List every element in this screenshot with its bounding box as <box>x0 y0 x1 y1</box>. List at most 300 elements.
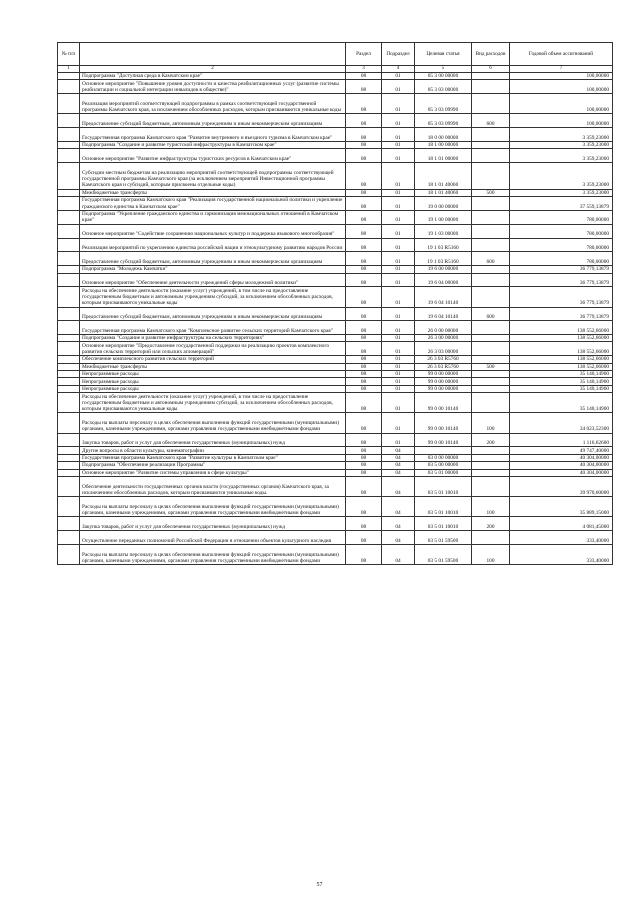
row-razdel-cell: 08 <box>346 517 382 531</box>
row-amount-cell: 36 779,13879 <box>510 307 613 321</box>
row-vid-cell: 100 <box>472 497 510 517</box>
row-razdel-cell: 08 <box>346 497 382 517</box>
row-target-cell: 26 0 00 00000 <box>415 321 472 335</box>
row-amount-cell: 780,00000 <box>510 210 613 224</box>
column-number-row <box>58 66 613 73</box>
row-podrazdel-cell: 01 <box>382 224 415 238</box>
row-razdel-cell: 08 <box>346 378 382 385</box>
row-target-cell: 18 1 01 40060 <box>415 163 472 190</box>
row-name-cell: Подпрограмма "Доступная среда в Камчатском крае" <box>80 73 346 80</box>
row-amount-cell: 34 023,52300 <box>510 413 613 433</box>
table-row <box>58 321 613 335</box>
row-num-cell <box>58 210 80 224</box>
row-target-cell: 19 0 00 00000 <box>415 197 472 211</box>
table-row <box>58 378 613 385</box>
row-razdel-cell: 08 <box>346 149 382 163</box>
row-name-cell: Расходы на выплаты персоналу в целях обеспечения выполнения функций государственными (муниципальными) органами, казенными учреждениями, органами управления государственными внебюджетными фондами <box>80 413 346 433</box>
row-razdel-cell: 08 <box>346 128 382 142</box>
row-razdel-cell: 08 <box>346 114 382 128</box>
table-row <box>58 544 613 564</box>
row-podrazdel-cell: 04 <box>382 462 415 469</box>
row-amount-cell: 100,00000 <box>510 114 613 128</box>
row-razdel-cell: 08 <box>346 287 382 307</box>
row-target-cell <box>415 447 472 454</box>
row-podrazdel-cell: 01 <box>382 307 415 321</box>
row-target-cell: 26 3 03 R5760 <box>415 363 472 370</box>
row-razdel-cell: 08 <box>346 252 382 266</box>
row-amount-cell: 333,40000 <box>510 531 613 545</box>
row-vid-cell <box>472 462 510 469</box>
row-podrazdel-cell: 04 <box>382 531 415 545</box>
row-vid-cell <box>472 141 510 148</box>
row-num-cell <box>58 378 80 385</box>
row-target-cell: 26 3 03 R5760 <box>415 356 472 363</box>
row-vid-cell <box>472 378 510 385</box>
row-podrazdel-cell: 01 <box>382 371 415 378</box>
row-podrazdel-cell: 04 <box>382 447 415 454</box>
row-vid-cell: 200 <box>472 433 510 447</box>
row-amount-cell: 138 552,66000 <box>510 356 613 363</box>
table-row <box>58 476 613 496</box>
row-amount-cell: 3 359,23000 <box>510 189 613 196</box>
row-vid-cell <box>472 454 510 461</box>
row-razdel-cell: 08 <box>346 393 382 413</box>
row-podrazdel-cell: 04 <box>382 476 415 496</box>
row-name-cell: Межбюджетные трансферты <box>80 189 346 196</box>
row-target-cell: 19 6 00 00000 <box>415 266 472 273</box>
row-amount-cell: 35 140,14900 <box>510 378 613 385</box>
row-num-cell <box>58 114 80 128</box>
row-vid-cell <box>472 163 510 190</box>
row-name-cell: Подпрограмма "Создание и развитие туристской инфраструктуры в Камчатском крае" <box>80 141 346 148</box>
row-num-cell <box>58 469 80 476</box>
row-podrazdel-cell: 01 <box>382 356 415 363</box>
row-razdel-cell: 08 <box>346 433 382 447</box>
row-name-cell: Непрограммные расходы <box>80 385 346 392</box>
row-podrazdel-cell: 01 <box>382 141 415 148</box>
row-amount-cell: 3 359,23000 <box>510 163 613 190</box>
row-amount-cell: 780,00000 <box>510 224 613 238</box>
row-razdel-cell: 08 <box>346 224 382 238</box>
row-podrazdel-cell: 01 <box>382 197 415 211</box>
row-razdel-cell: 08 <box>346 356 382 363</box>
row-amount-cell: 49 747,40000 <box>510 447 613 454</box>
row-target-cell: 99 0 00 10140 <box>415 413 472 433</box>
row-razdel-cell: 08 <box>346 447 382 454</box>
row-num-cell <box>58 363 80 370</box>
row-razdel-cell: 08 <box>346 531 382 545</box>
row-amount-cell: 138 552,66000 <box>510 342 613 356</box>
table-row <box>58 197 613 211</box>
row-amount-cell: 100,00000 <box>510 94 613 114</box>
table-row <box>58 163 613 190</box>
table-row <box>58 335 613 342</box>
row-target-cell: 03 5 01 59500 <box>415 544 472 564</box>
row-vid-cell <box>472 210 510 224</box>
table-row <box>58 252 613 266</box>
row-razdel-cell: 08 <box>346 163 382 190</box>
row-target-cell: 03 5 01 10010 <box>415 517 472 531</box>
row-num-cell <box>58 94 80 114</box>
row-razdel-cell: 08 <box>346 73 382 80</box>
table-row <box>58 393 613 413</box>
budget-table-sheet <box>57 42 612 565</box>
row-amount-cell: 780,00000 <box>510 238 613 252</box>
row-vid-cell <box>472 321 510 335</box>
row-target-cell: 19 1 00 00000 <box>415 210 472 224</box>
row-num-cell <box>58 149 80 163</box>
row-vid-cell <box>472 385 510 392</box>
row-razdel-cell: 08 <box>346 454 382 461</box>
row-num-cell <box>58 447 80 454</box>
budget-table <box>57 42 613 565</box>
row-name-cell: Предоставление субсидий бюджетным, автономным учреждениям и иным некоммерческим организациям <box>80 307 346 321</box>
column-number: 6 <box>472 66 510 73</box>
row-name-cell: Государственная программа Камчатского края "Развитие культуры в Камчатском крае" <box>80 454 346 461</box>
table-row <box>58 238 613 252</box>
row-amount-cell: 36 779,13879 <box>510 273 613 287</box>
row-amount-cell: 36 779,13879 <box>510 287 613 307</box>
row-num-cell <box>58 531 80 545</box>
row-amount-cell: 35 140,14900 <box>510 371 613 378</box>
row-podrazdel-cell: 01 <box>382 335 415 342</box>
row-podrazdel-cell: 01 <box>382 385 415 392</box>
row-name-cell: Подпрограмма "Обеспечение реализации Программы" <box>80 462 346 469</box>
row-amount-cell: 39 970,60000 <box>510 476 613 496</box>
row-razdel-cell: 08 <box>346 476 382 496</box>
row-name-cell: Государственная программа Камчатского края "Реализация государственной национальной политики и укрепление гражданского единства в Камчатском крае" <box>80 197 346 211</box>
row-razdel-cell: 08 <box>346 80 382 94</box>
row-razdel-cell: 08 <box>346 141 382 148</box>
table-row <box>58 531 613 545</box>
row-name-cell: Межбюджетные трансферты <box>80 363 346 370</box>
row-name-cell: Подпрограмма "Молодежь Камчатки" <box>80 266 346 273</box>
row-podrazdel-cell: 04 <box>382 497 415 517</box>
row-razdel-cell: 08 <box>346 210 382 224</box>
row-name-cell: Обеспечение деятельности государственных органов власти (государственных органов) Камчатского края, за исключением обособленных расходов, которым присваиваются уникальные коды. <box>80 476 346 496</box>
row-razdel-cell: 08 <box>346 544 382 564</box>
row-razdel-cell: 08 <box>346 238 382 252</box>
row-num-cell <box>58 287 80 307</box>
row-num-cell <box>58 266 80 273</box>
row-name-cell: Закупка товаров, работ и услуг для обеспечения государственных (муниципальных) нужд <box>80 517 346 531</box>
row-podrazdel-cell: 01 <box>382 94 415 114</box>
row-name-cell: Государственная программа Камчатского края "Развитие внутреннего и въездного туризма в Камчатском крае" <box>80 128 346 142</box>
row-name-cell: Непрограммные расходы <box>80 371 346 378</box>
row-amount-cell: 40 304,00000 <box>510 454 613 461</box>
row-podrazdel-cell: 01 <box>382 287 415 307</box>
column-number: 4 <box>382 66 415 73</box>
row-num-cell <box>58 80 80 94</box>
row-target-cell: 03 5 00 00000 <box>415 462 472 469</box>
row-name-cell: Другие вопросы в области культуры, кинематографии <box>80 447 346 454</box>
table-row <box>58 469 613 476</box>
row-name-cell: Предоставление субсидий бюджетным, автономным учреждениям и иным некоммерческим организациям <box>80 114 346 128</box>
row-num-cell <box>58 393 80 413</box>
row-target-cell: 18 1 00 00000 <box>415 141 472 148</box>
header-podrazdel: Подраздел <box>382 43 415 66</box>
row-razdel-cell: 08 <box>346 469 382 476</box>
row-razdel-cell: 08 <box>346 335 382 342</box>
row-num-cell <box>58 163 80 190</box>
row-num-cell <box>58 385 80 392</box>
row-podrazdel-cell: 01 <box>382 321 415 335</box>
table-row <box>58 454 613 461</box>
row-target-cell: 18 1 01 40060 <box>415 189 472 196</box>
row-razdel-cell: 08 <box>346 363 382 370</box>
row-num-cell <box>58 252 80 266</box>
row-name-cell: Реализация мероприятий по укреплению единства российской нации и этнокультурному развитию народов России <box>80 238 346 252</box>
header-target: Целевая статья <box>415 43 472 66</box>
row-name-cell: Подпрограмма "Создание и развитие инфраструктуры на сельских территориях" <box>80 335 346 342</box>
row-name-cell: Основное мероприятие "Предоставление государственной поддержки на реализацию проектов комплексного развития сельских территорий или сельских агломераций" <box>80 342 346 356</box>
row-num-cell <box>58 476 80 496</box>
table-row <box>58 94 613 114</box>
row-name-cell: Расходы на выплаты персоналу в целях обеспечения выполнения функций государственными (муниципальными) органами, казенными учреждениями, органами управления государственными внебюджетными фондами <box>80 544 346 564</box>
row-amount-cell: 36 779,13879 <box>510 266 613 273</box>
row-vid-cell <box>472 73 510 80</box>
row-podrazdel-cell: 01 <box>382 189 415 196</box>
row-amount-cell: 35 140,14900 <box>510 385 613 392</box>
row-num-cell <box>58 371 80 378</box>
row-razdel-cell: 08 <box>346 342 382 356</box>
row-num-cell <box>58 197 80 211</box>
table-row <box>58 149 613 163</box>
row-num-cell <box>58 433 80 447</box>
row-amount-cell: 138 552,66000 <box>510 335 613 342</box>
row-name-cell: Расходы на обеспечение деятельности (оказание услуг) учреждений, в том числе на предоставление государственным бюджетным и автономным учреждениям субсидий, за исключением обособленных расходов, которым присваиваются уникальные коды <box>80 393 346 413</box>
row-target-cell: 05 3 03 09990 <box>415 114 472 128</box>
row-num-cell <box>58 141 80 148</box>
row-num-cell <box>58 321 80 335</box>
row-name-cell: Основное мероприятие "Обеспечение деятельности учреждений сферы молодежной политики" <box>80 273 346 287</box>
row-amount-cell: 138 552,66000 <box>510 363 613 370</box>
table-row <box>58 287 613 307</box>
table-row <box>58 433 613 447</box>
row-name-cell: Расходы на обеспечение деятельности (оказание услуг) учреждений, в том числе на предоставление государственным бюджетным и автономным учреждениям субсидий, за исключением обособленных расходов, которым присваиваются уникальные коды <box>80 287 346 307</box>
row-num-cell <box>58 224 80 238</box>
column-number: 3 <box>346 66 382 73</box>
row-amount-cell: 35 140,14900 <box>510 393 613 413</box>
row-num-cell <box>58 238 80 252</box>
row-vid-cell: 500 <box>472 363 510 370</box>
row-podrazdel-cell: 01 <box>382 80 415 94</box>
row-vid-cell <box>472 287 510 307</box>
row-razdel-cell: 08 <box>346 413 382 433</box>
row-vid-cell: 200 <box>472 517 510 531</box>
row-podrazdel-cell: 01 <box>382 73 415 80</box>
row-num-cell <box>58 73 80 80</box>
row-vid-cell <box>472 149 510 163</box>
row-num-cell <box>58 307 80 321</box>
row-num-cell <box>58 189 80 196</box>
table-row <box>58 497 613 517</box>
row-target-cell: 26 3 00 00000 <box>415 335 472 342</box>
row-vid-cell <box>472 197 510 211</box>
row-num-cell <box>58 128 80 142</box>
table-row <box>58 80 613 94</box>
row-amount-cell: 1 116,62600 <box>510 433 613 447</box>
row-vid-cell: 600 <box>472 114 510 128</box>
table-row <box>58 266 613 273</box>
row-vid-cell <box>472 266 510 273</box>
row-name-cell: Расходы на выплаты персоналу в целях обеспечения выполнения функций государственными (муниципальными) органами, казенными учреждениями, органами управления государственными внебюджетными фондами <box>80 497 346 517</box>
row-razdel-cell: 08 <box>346 321 382 335</box>
row-target-cell: 03 0 00 00000 <box>415 454 472 461</box>
row-num-cell <box>58 544 80 564</box>
row-num-cell <box>58 342 80 356</box>
row-target-cell: 18 0 00 00000 <box>415 128 472 142</box>
row-podrazdel-cell: 01 <box>382 114 415 128</box>
table-row <box>58 273 613 287</box>
row-vid-cell <box>472 335 510 342</box>
header-razdel: Раздел <box>346 43 382 66</box>
row-name-cell: Субсидии местным бюджетам на реализацию мероприятий соответствующей подпрограммы соответствующей государственной программы Камчатского края (за исключением мероприятий Инвестиционной программы Камчатского края и субсидий, которым присвоены отдельные коды) <box>80 163 346 190</box>
row-name-cell: Основное мероприятие "Развитие инфраструктуры туристских ресурсов в Камчатском крае" <box>80 149 346 163</box>
table-row <box>58 356 613 363</box>
row-podrazdel-cell: 01 <box>382 149 415 163</box>
row-amount-cell: 40 304,00000 <box>510 462 613 469</box>
row-vid-cell <box>472 447 510 454</box>
row-target-cell: 03 5 01 10010 <box>415 476 472 496</box>
row-name-cell: Основное мероприятие "Повышение уровня доступности и качества реабилитационных услуг (развитие системы реабилитации и социальной интеграции инвалидов в обществе)" <box>80 80 346 94</box>
row-name-cell: Закупка товаров, работ и услуг для обеспечения государственных (муниципальных) нужд <box>80 433 346 447</box>
table-row <box>58 413 613 433</box>
page-number: 57 <box>316 882 323 888</box>
row-vid-cell <box>472 238 510 252</box>
row-vid-cell: 100 <box>472 544 510 564</box>
table-row <box>58 517 613 531</box>
row-podrazdel-cell: 01 <box>382 266 415 273</box>
row-vid-cell: 100 <box>472 413 510 433</box>
row-podrazdel-cell: 04 <box>382 544 415 564</box>
table-row <box>58 114 613 128</box>
row-num-cell <box>58 497 80 517</box>
table-row <box>58 342 613 356</box>
table-row <box>58 73 613 80</box>
header-vid: Вид расходов <box>472 43 510 66</box>
row-num-cell <box>58 335 80 342</box>
row-razdel-cell: 08 <box>346 266 382 273</box>
row-podrazdel-cell: 01 <box>382 252 415 266</box>
row-num-cell <box>58 356 80 363</box>
header-name <box>80 43 346 66</box>
row-podrazdel-cell: 04 <box>382 517 415 531</box>
header-amount: Годовой объем ассигнований <box>510 43 613 66</box>
row-amount-cell: 40 304,00000 <box>510 469 613 476</box>
row-amount-cell: 4 081,45000 <box>510 517 613 531</box>
column-number: 5 <box>415 66 472 73</box>
row-podrazdel-cell: 01 <box>382 393 415 413</box>
row-podrazdel-cell: 01 <box>382 363 415 370</box>
row-num-cell <box>58 273 80 287</box>
row-vid-cell <box>472 80 510 94</box>
row-amount-cell: 138 552,66000 <box>510 321 613 335</box>
row-podrazdel-cell: 01 <box>382 163 415 190</box>
row-target-cell: 03 5 01 10010 <box>415 497 472 517</box>
row-target-cell: 03 5 01 59500 <box>415 531 472 545</box>
row-amount-cell: 3 359,23000 <box>510 149 613 163</box>
row-name-cell: Непрограммные расходы <box>80 378 346 385</box>
row-target-cell: 18 1 01 00000 <box>415 149 472 163</box>
row-podrazdel-cell: 01 <box>382 413 415 433</box>
row-razdel-cell: 08 <box>346 371 382 378</box>
row-amount-cell: 35 889,15000 <box>510 497 613 517</box>
row-vid-cell <box>472 469 510 476</box>
table-row <box>58 224 613 238</box>
row-target-cell: 19 1 03 00000 <box>415 224 472 238</box>
header-num: № п/п <box>58 43 80 66</box>
row-podrazdel-cell: 01 <box>382 210 415 224</box>
row-razdel-cell: 08 <box>346 273 382 287</box>
row-vid-cell <box>472 371 510 378</box>
row-name-cell: Основное мероприятие "Развитие системы управления в сфере культуры" <box>80 469 346 476</box>
table-row <box>58 385 613 392</box>
row-podrazdel-cell: 04 <box>382 454 415 461</box>
row-name-cell: Государственная программа Камчатского края "Комплексное развитие сельских территорий Камчатского края" <box>80 321 346 335</box>
table-row <box>58 141 613 148</box>
table-row <box>58 462 613 469</box>
row-amount-cell: 3 359,23000 <box>510 141 613 148</box>
row-podrazdel-cell: 01 <box>382 378 415 385</box>
row-name-cell: Обеспечение комплексного развития сельских территорий <box>80 356 346 363</box>
row-podrazdel-cell: 01 <box>382 433 415 447</box>
row-razdel-cell: 08 <box>346 197 382 211</box>
table-row <box>58 307 613 321</box>
row-razdel-cell: 08 <box>346 189 382 196</box>
table-row <box>58 371 613 378</box>
row-amount-cell: 333,40000 <box>510 544 613 564</box>
table-row <box>58 210 613 224</box>
column-number: 7 <box>510 66 613 73</box>
row-target-cell: 19 6 04 10140 <box>415 307 472 321</box>
row-amount-cell: 100,00000 <box>510 73 613 80</box>
row-vid-cell <box>472 128 510 142</box>
column-number: 2 <box>80 66 346 73</box>
row-vid-cell <box>472 224 510 238</box>
table-row <box>58 128 613 142</box>
row-amount-cell: 37 559,13879 <box>510 197 613 211</box>
row-razdel-cell: 08 <box>346 385 382 392</box>
row-target-cell: 99 0 00 10140 <box>415 393 472 413</box>
row-vid-cell: 500 <box>472 189 510 196</box>
row-num-cell <box>58 462 80 469</box>
row-razdel-cell: 08 <box>346 94 382 114</box>
row-target-cell: 19 6 04 00000 <box>415 273 472 287</box>
row-vid-cell <box>472 342 510 356</box>
row-target-cell: 19 1 03 R5160 <box>415 252 472 266</box>
row-podrazdel-cell: 01 <box>382 128 415 142</box>
row-vid-cell <box>472 393 510 413</box>
table-row <box>58 447 613 454</box>
row-podrazdel-cell: 01 <box>382 342 415 356</box>
table-row <box>58 189 613 196</box>
table-row <box>58 363 613 370</box>
row-target-cell: 05 3 03 00000 <box>415 80 472 94</box>
row-vid-cell <box>472 273 510 287</box>
row-name-cell: Основное мероприятие "Содействие сохранению национальных культур и поддержка языкового многообразия" <box>80 224 346 238</box>
row-vid-cell: 600 <box>472 307 510 321</box>
row-amount-cell: 780,00000 <box>510 252 613 266</box>
row-vid-cell <box>472 94 510 114</box>
row-target-cell: 05 3 03 09990 <box>415 94 472 114</box>
row-vid-cell <box>472 356 510 363</box>
row-target-cell: 03 5 01 00000 <box>415 469 472 476</box>
row-num-cell <box>58 517 80 531</box>
row-vid-cell: 600 <box>472 252 510 266</box>
table-header-row <box>58 43 613 66</box>
row-name-cell: Подпрограмма "Укрепление гражданского единства и гармонизация межнациональных отношений в Камчатском крае" <box>80 210 346 224</box>
